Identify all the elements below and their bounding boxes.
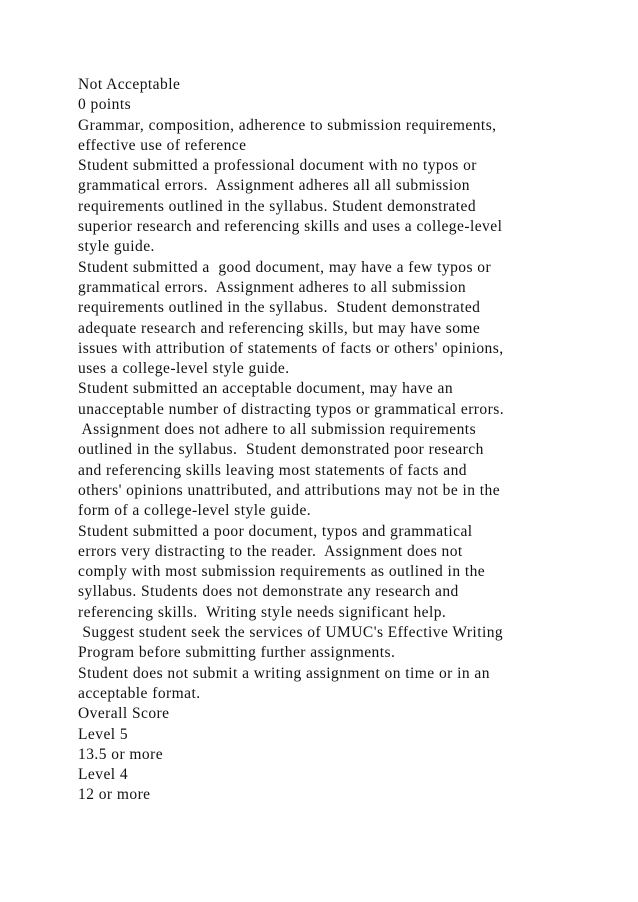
level-description-line: grammatical errors. Assignment adheres to all submission bbox=[78, 278, 467, 296]
level-description-line: Student does not submit a writing assignment on time or in an bbox=[78, 664, 490, 682]
rubric-heading-not-acceptable: Not Acceptable bbox=[78, 76, 181, 93]
level-description-line: Student submitted an acceptable document, may have an bbox=[78, 380, 454, 398]
criterion-title-line: Grammar, composition, adherence to submission requirements, bbox=[78, 116, 497, 134]
level-description-line: comply with most submission requirements as outlined in the bbox=[78, 563, 486, 581]
level-description-line: Student submitted a poor document, typos and grammatical bbox=[78, 522, 473, 540]
level-description-line: others' opinions unattributed, and attributions may not be in the bbox=[78, 481, 501, 499]
level-description-line: style guide. bbox=[78, 238, 155, 256]
level-label: Level 5 bbox=[78, 725, 129, 743]
level-description-line: grammatical errors. Assignment adheres all all submission bbox=[78, 177, 470, 195]
level-description-line: acceptable format. bbox=[78, 684, 201, 702]
level-description-line: unacceptable number of distracting typos or grammatical errors. bbox=[78, 400, 505, 418]
level-description-line: outlined in the syllabus. Student demonstrated poor research bbox=[78, 441, 484, 459]
level-description-line: superior research and referencing skills and uses a college-level bbox=[78, 218, 503, 236]
level-description-line: adequate research and referencing skills, but may have some bbox=[78, 319, 481, 337]
level-threshold: 12 or more bbox=[78, 786, 151, 804]
level-description-line: issues with attribution of statements of facts or others' opinions, bbox=[78, 339, 504, 357]
level-description-line: requirements outlined in the syllabus. Student demonstrated bbox=[78, 197, 477, 215]
level-description-line: Program before submitting further assignments. bbox=[78, 644, 396, 662]
level-description-line: referencing skills. Writing style needs significant help. bbox=[78, 603, 447, 621]
level-description-line: Assignment does not adhere to all submission requirements bbox=[78, 421, 477, 439]
level-description-line: uses a college-level style guide. bbox=[78, 360, 290, 378]
level-description-line: and referencing skills leaving most statements of facts and bbox=[78, 461, 467, 479]
document-page bbox=[78, 75, 623, 806]
level-description-line: syllabus. Students does not demonstrate any research and bbox=[78, 583, 459, 601]
level-description-line: errors very distracting to the reader. Assignment does not bbox=[78, 542, 463, 560]
level-threshold: 13.5 or more bbox=[78, 745, 164, 763]
level-description-line: requirements outlined in the syllabus. Student demonstrated bbox=[78, 299, 481, 317]
level-description-line: Suggest student seek the services of UMUC's Effective Writing bbox=[78, 624, 504, 642]
points-value: 0 points bbox=[78, 96, 132, 114]
overall-score-heading: Overall Score bbox=[78, 705, 170, 723]
level-description-line: Student submitted a good document, may have a few typos or bbox=[78, 258, 492, 276]
level-description-line: Student submitted a professional document with no typos or bbox=[78, 157, 477, 175]
level-description-line: form of a college-level style guide. bbox=[78, 502, 312, 520]
criterion-title-line: effective use of reference bbox=[78, 136, 247, 154]
level-label: Level 4 bbox=[78, 766, 129, 784]
